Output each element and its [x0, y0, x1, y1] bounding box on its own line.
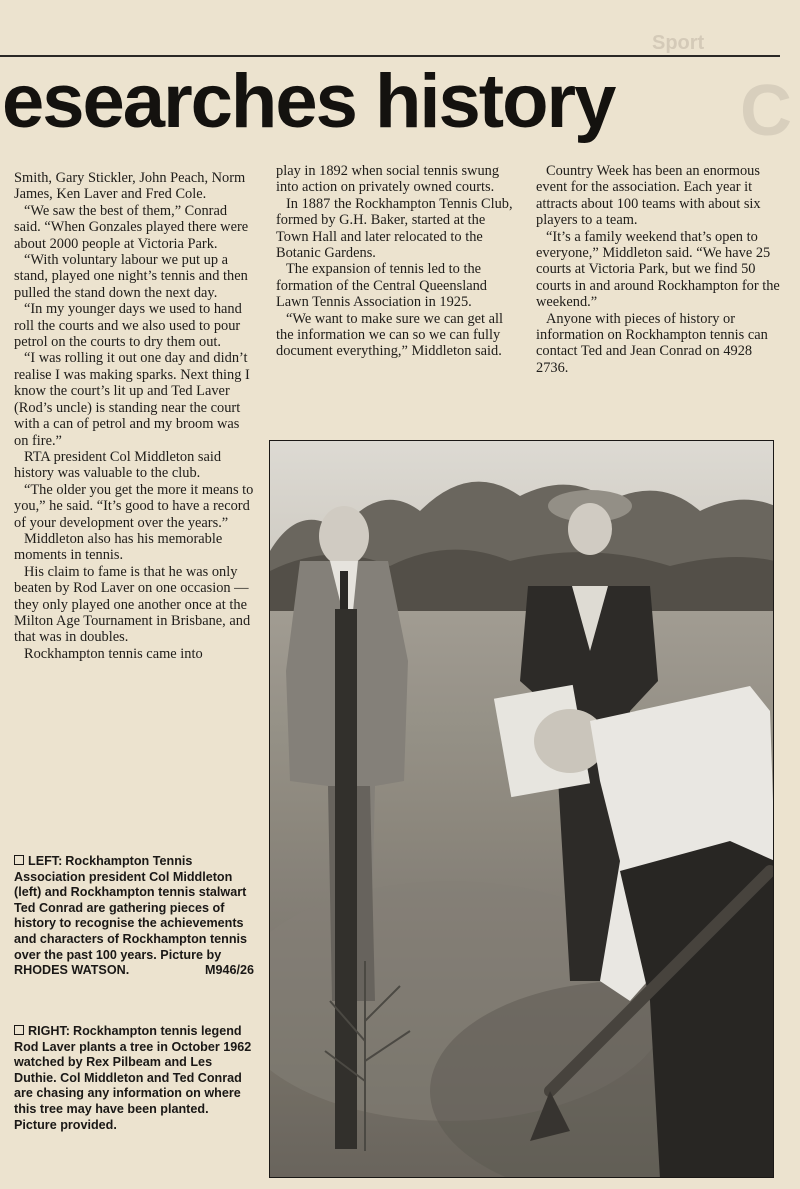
article-paragraph: “We want to make sure we can get all the information we can so we can fully document everything,” Middleton said. — [276, 310, 504, 360]
article-column-1 — [14, 170, 254, 662]
caption-text: Rockhampton Tennis Association president Col Middleton (left) and Rockhampton tennis stalwart Ted Conrad are gathering pieces of history to recognise the achievements and characters of Rockhampton tennis over the past 100 years. Picture by RHODES WATSON. — [14, 854, 248, 978]
article-column-2 — [276, 163, 516, 360]
article-paragraph: Smith, Gary Stickler, John Peach, Norm James, Ken Laver and Fred Cole. — [14, 170, 246, 203]
caption-box-icon — [14, 855, 24, 865]
article-paragraph: In 1887 the Rockhampton Tennis Club, formed by G.H. Baker, started at the Town Hall and later relocated to the Botanic Gardens. — [276, 195, 513, 262]
article-paragraph: The expansion of tennis led to the formation of the Central Queensland Lawn Tennis Association in 1925. — [276, 261, 487, 311]
headline: esearches history — [2, 59, 615, 144]
caption-right — [14, 1024, 254, 1133]
article-paragraph: Country Week has been an enormous event for the association. Each year it attracts about 100 teams with about six players to a team. — [536, 163, 761, 229]
article-column-3 — [536, 163, 780, 376]
article-paragraph: “I was rolling it out one day and didn’t realise I was making sparks. Next thing I know the court’s lit up and Ted Laver (Rod’s uncle) is standing near the court with a can of petrol and my broom was on fire.” — [14, 350, 250, 449]
article-paragraph: play in 1892 when social tennis swung into action on privately owned courts. — [276, 163, 500, 196]
caption-label: RIGHT: — [28, 1024, 70, 1038]
top-rule — [0, 55, 780, 57]
article-paragraph: “In my younger days we used to hand roll the courts and we also used to pour petrol on the courts to dry them out. — [14, 301, 242, 351]
article-paragraph: “We saw the best of them,” Conrad said. “When Gonzales played there were about 2000 people at Victoria Park. — [14, 202, 249, 252]
ghost-section-label: Sport — [652, 32, 705, 54]
article-paragraph: His claim to fame is that he was only beaten by Rod Laver on one occasion — they only played one another once at the Milton Age Tournament in Brisbane, and that was in doubles. — [14, 563, 251, 646]
article-paragraph: “With voluntary labour we put up a stand, played one night’s tennis and then pulled the stand down the next day. — [14, 252, 248, 301]
article-paragraph: “The older you get the more it means to you,” he said. “It’s good to have a record of your development over the years.” — [14, 481, 254, 531]
article-paragraph: Anyone with pieces of history or information on Rockhampton tennis can contact Ted and Jean Conrad on 4928 2736. — [536, 310, 768, 376]
caption-label: LEFT: — [28, 854, 63, 868]
ghost-headline-bleed: C — [740, 71, 790, 151]
caption-photo-ref: M946/26 — [204, 963, 254, 978]
article-paragraph: Middleton also has his memorable moments in tennis. — [14, 530, 223, 564]
caption-box-icon — [14, 1025, 24, 1035]
caption-left — [14, 854, 254, 979]
article-paragraph: Rockhampton tennis came into — [24, 645, 203, 662]
article-paragraph: RTA president Col Middleton said history was valuable to the club. — [14, 448, 222, 482]
article-paragraph: “It’s a family weekend that’s open to everyone,” Middleton said. “We have 25 courts at Victoria Park, but we find 50 courts in and around Rockhampton for the weekend.” — [536, 228, 780, 311]
archival-photo — [269, 440, 774, 1178]
tree-planting-photo — [270, 441, 774, 1178]
caption-text: Rockhampton tennis legend Rod Laver plants a tree in October 1962 watched by Rex Pilbeam and Les Duthie. Col Middleton and Ted Conrad are chasing any information on where this tree may have been planted. Picture provided. — [14, 1024, 252, 1132]
